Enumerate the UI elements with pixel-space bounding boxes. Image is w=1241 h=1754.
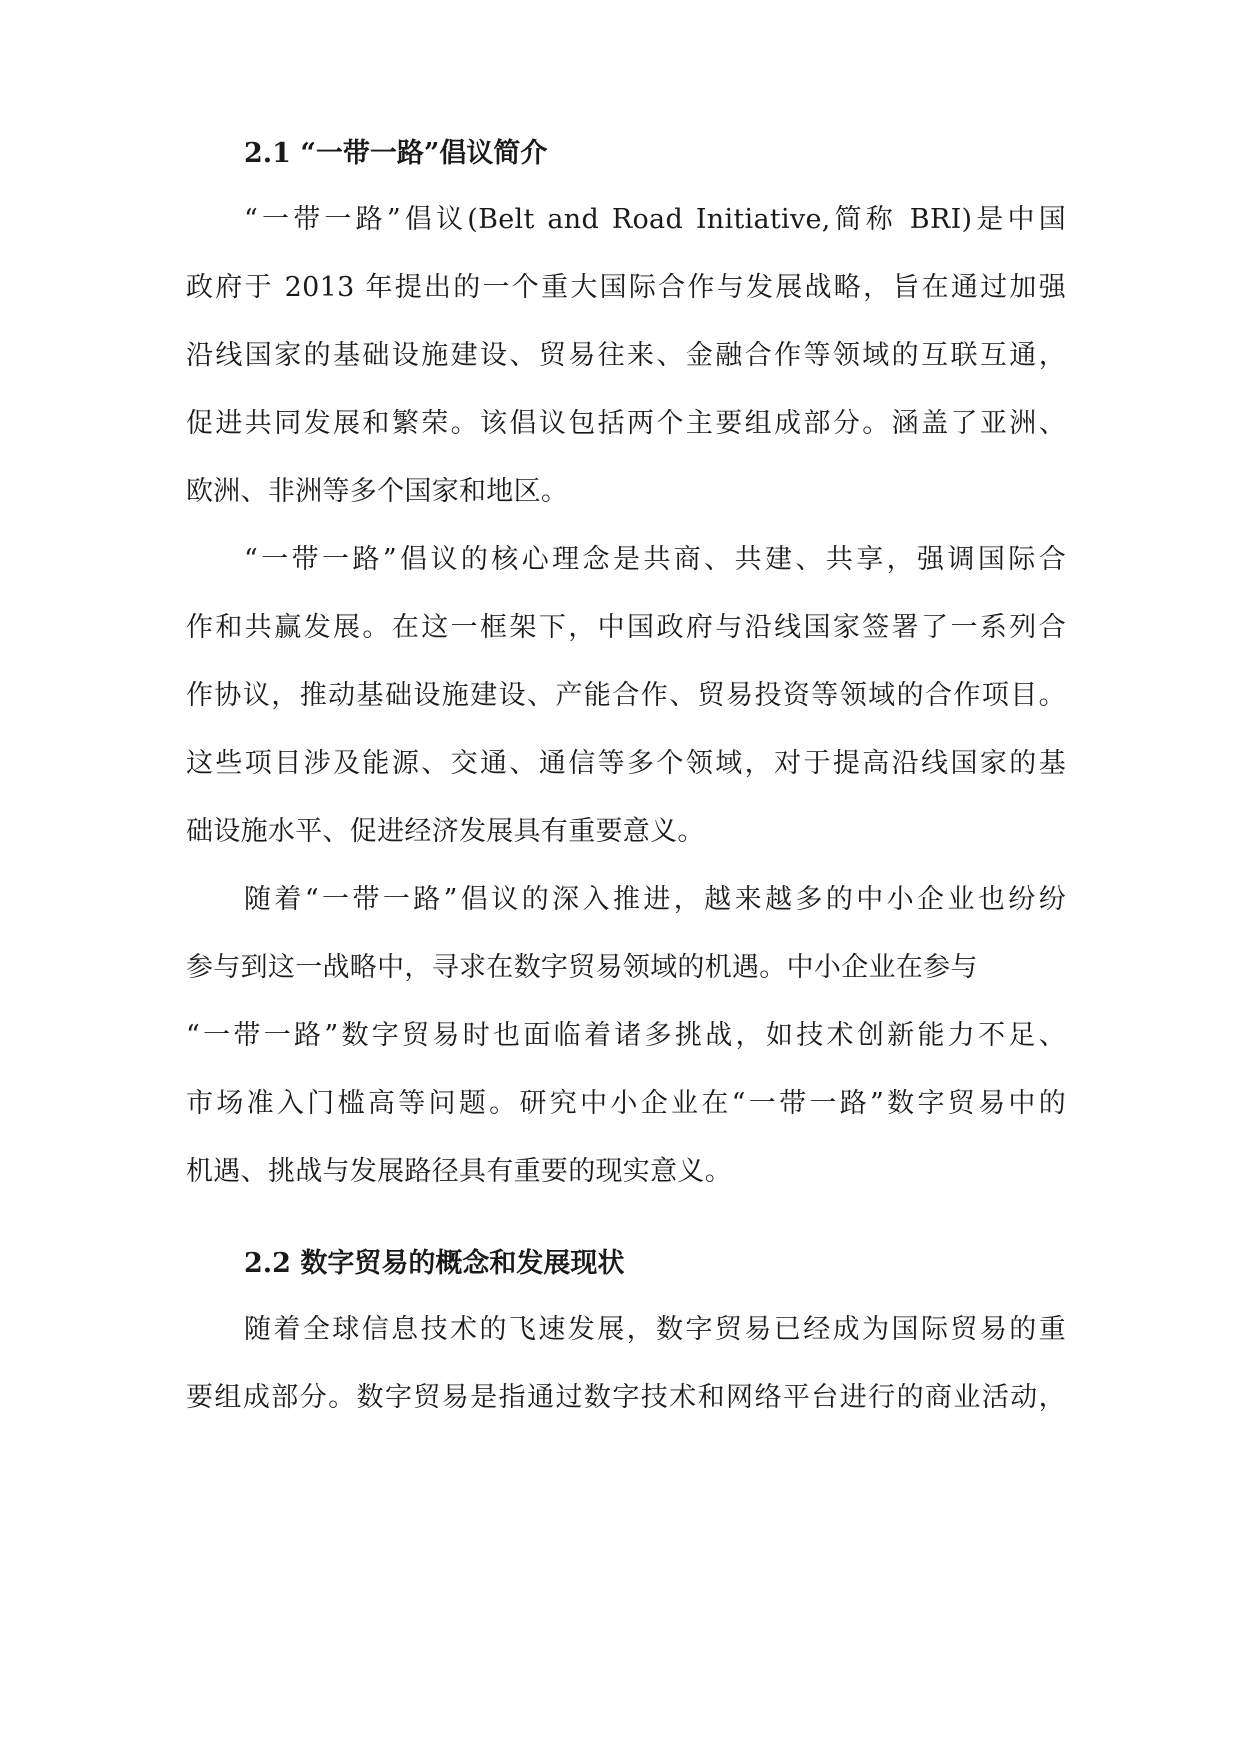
paragraph-line: “一带一路”数字贸易时也面临着诸多挑战，如技术创新能力不足、 [186,1020,1066,1051]
paragraph-line: 作和共赢发展。在这一框架下，中国政府与沿线国家签署了一系列合 [186,612,1066,643]
paragraph-line: 欧洲、非洲等多个国家和地区。 [186,476,569,507]
paragraph-line: 机遇、挑战与发展路径具有重要的现实意义。 [186,1156,732,1187]
paragraph-line: 这些项目涉及能源、交通、通信等多个领域，对于提高沿线国家的基 [186,748,1066,779]
paragraph-line: 市场准入门槛高等问题。研究中小企业在“一带一路”数字贸易中的 [186,1088,1066,1119]
paragraph-line: 政府于 2013 年提出的一个重大国际合作与发展战略，旨在通过加强 [186,272,1066,303]
section-heading-2-2: 2.2 数字贸易的概念和发展现状 [244,1248,625,1279]
paragraph-line: “一带一路”倡议(Belt and Road Initiative,简称 BRI)是中国 [244,204,1066,235]
paragraph-line: “一带一路”倡议的核心理念是共商、共建、共享，强调国际合 [244,544,1066,575]
paragraph-line: 促进共同发展和繁荣。该倡议包括两个主要组成部分。涵盖了亚洲、 [186,408,1066,439]
paragraph-line: 础设施水平、促进经济发展具有重要意义。 [186,816,705,847]
paragraph-line: 作协议，推动基础设施建设、产能合作、贸易投资等领域的合作项目。 [186,680,1066,711]
paragraph-line: 随着“一带一路”倡议的深入推进，越来越多的中小企业也纷纷 [244,884,1066,915]
paragraph-line: 参与到这一战略中，寻求在数字贸易领域的机遇。中小企业在参与 [186,952,978,983]
section-heading-2-1: 2.1 “一带一路”倡议简介 [244,138,548,169]
paragraph-line: 沿线国家的基础设施建设、贸易往来、金融合作等领域的互联互通， [186,340,1066,371]
paragraph-line: 要组成部分。数字贸易是指通过数字技术和网络平台进行的商业活动， [186,1382,1066,1413]
paragraph-line: 随着全球信息技术的飞速发展，数字贸易已经成为国际贸易的重 [244,1314,1066,1345]
